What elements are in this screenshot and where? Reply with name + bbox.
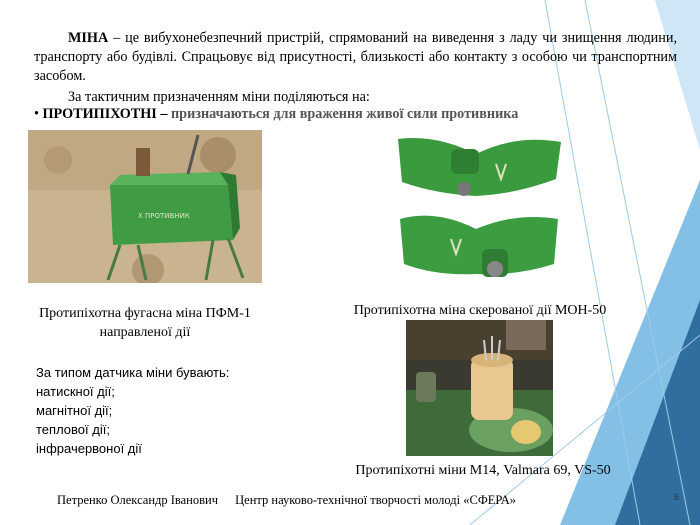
pfm1-photo [28, 130, 262, 283]
classification-text: За тактичним призначенням міни поділяються на: [68, 89, 370, 105]
sensor-heading: За типом датчика міни бувають: [36, 365, 230, 380]
sensor-item: магнітної дії; [36, 403, 113, 418]
footer-organization: Центр науково-технічної творчості молоді «СФЕРА» [235, 493, 516, 507]
sensor-item: теплової дії; [36, 422, 110, 437]
footer-author: Петренко Олександр Іванович [57, 493, 219, 507]
mine-definition [34, 29, 677, 86]
pfm1-caption-line2: направленої дії [99, 325, 191, 340]
mon50-caption: Протипіхотна міна скерованої дії МОН-50 [353, 303, 607, 318]
mine-definition-text: – це вибухонебезпечний пристрій, спрямований на виведення з ладу чи знищення людини, транспорту або будівлі. Спрацьовує від присутності, близькості або контакту з особою чи транспортним засобом. [34, 30, 677, 84]
m14-caption: Протипіхотні міни М14, Valmara 69, VS-50 [355, 463, 611, 478]
pfm1-caption [22, 304, 268, 342]
bullet-description: призначаються для враження живої сили противника [171, 106, 519, 122]
anti-personnel-bullet [34, 105, 674, 124]
sensor-types [36, 363, 229, 458]
mon50-photo [396, 134, 563, 284]
m14-photo [406, 320, 553, 456]
slide-footer [57, 493, 516, 508]
svg-text:Х ПРОТИВНИК: Х ПРОТИВНИК [138, 212, 190, 220]
pfm1-caption-line1: Протипіхотна фугасна міна ПФМ-1 [39, 306, 251, 321]
page-number: 6 [674, 492, 680, 502]
mine-term: МІНА [68, 30, 109, 46]
sensor-item: натискної дії; [36, 384, 115, 399]
sensor-item: інфрачервоної дії [36, 441, 142, 456]
bullet-marker: • [34, 106, 39, 122]
bullet-category: ПРОТИПІХОТНІ – [42, 106, 168, 122]
